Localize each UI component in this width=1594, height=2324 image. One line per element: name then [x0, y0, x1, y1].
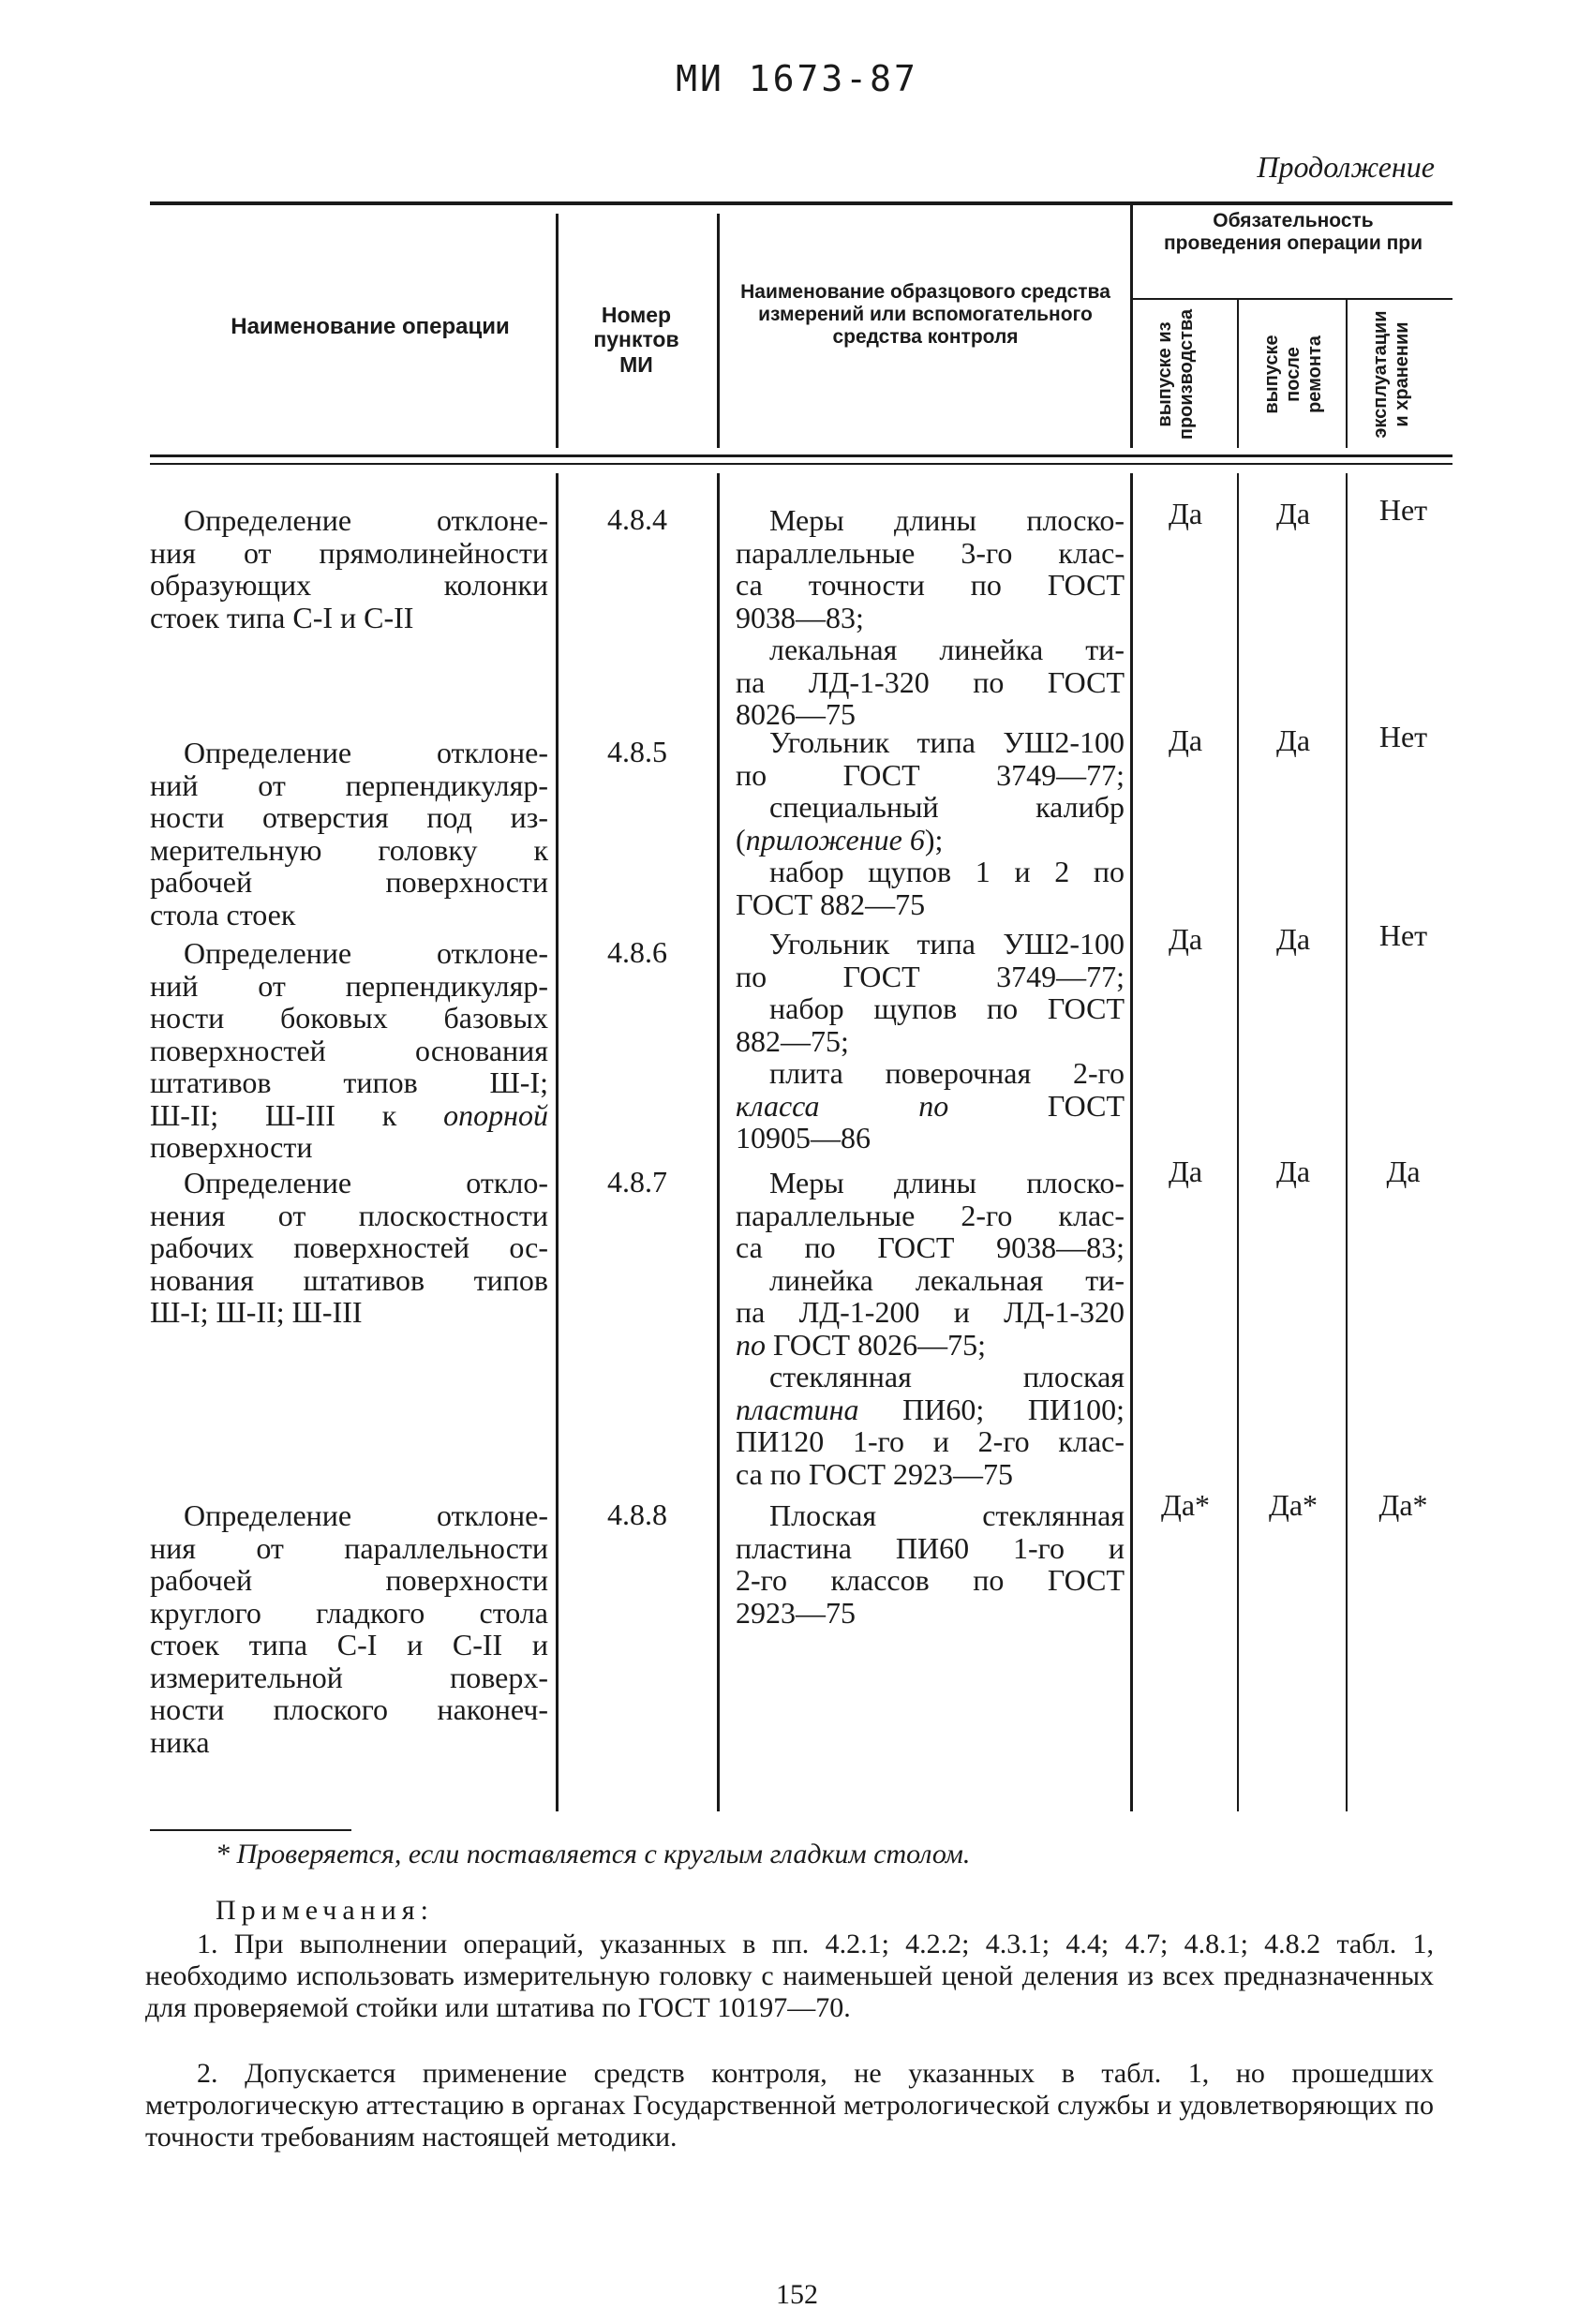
note-2: 2. Допускается применение средств контроля, не указанных в табл. 1, но прошедших метрологическую аттестацию в органах Государственной метрологической службы и удовлетворяющих по точности требованиям настоящей методики. [145, 2058, 1434, 2153]
row-4-repair: Да [1275, 1155, 1311, 1188]
column-divider-2-body [717, 473, 720, 1811]
note-1: 1. При выполнении операций, указанных в пп. 4.2.1; 4.2.2; 4.3.1; 4.4; 4.7; 4.8.1; 4.8.2 табл. 1, необходимо использовать измерительную головку с наименьшей ценой деления из всех предназначенных для проверяемой стойки или штатива по ГОСТ 10197—70. [145, 1929, 1434, 2023]
table-top-rule [150, 201, 1452, 205]
column-divider-1 [556, 214, 559, 448]
column-divider-4-body [1237, 473, 1239, 1811]
table-header-rule-2 [150, 463, 1452, 465]
header-instrument: Наименование образцового средства измерений или вспомогательного средства контроля [740, 281, 1110, 349]
row-2-operation-use: Нет [1378, 720, 1428, 753]
row-3-operation-use: Нет [1378, 918, 1428, 952]
row-1-operation-use: Нет [1378, 493, 1428, 527]
row-2-release: Да [1168, 723, 1203, 757]
row-5-item: 4.8.8 [607, 1497, 667, 1531]
row-1-item: 4.8.4 [607, 502, 667, 536]
row-5-release: Да* [1160, 1488, 1211, 1522]
column-divider-3-body [1130, 473, 1133, 1811]
row-4-operation-use: Да [1386, 1155, 1421, 1188]
row-5-instrument: Плоская стеклянная пластина ПИ60 1-го и 2-го классов по ГОСТ 2923—75 [736, 1498, 1125, 1630]
continuation-label: Продолжение [1257, 150, 1435, 184]
row-2-repair: Да [1275, 723, 1311, 757]
column-divider-4 [1237, 300, 1239, 448]
row-4-release: Да [1168, 1155, 1203, 1188]
row-3-operation: Определение отклоне- ний от перпендикуляр- ности боковых базовых поверхностей основания штативов типов Ш-I; Ш-II; Ш-III к опорной поверхности [150, 936, 548, 1164]
document-code: МИ 1673-87 [676, 58, 918, 99]
row-3-repair: Да [1275, 922, 1311, 956]
header-repair: выпуске после ремонта [1261, 335, 1325, 414]
table-header-rule [150, 454, 1452, 457]
row-3-item: 4.8.6 [607, 935, 667, 969]
header-item-number: Номер пунктов МИ [593, 303, 679, 377]
column-divider-3 [1130, 204, 1133, 448]
column-divider-2 [717, 214, 720, 448]
row-3-instrument: Угольник типа УШ2-100 по ГОСТ 3749—77; набор щупов по ГОСТ 882—75; плита поверочная 2-го класса по ГОСТ 10905—86 [736, 927, 1125, 1155]
notes-title: Примечания: [216, 1895, 434, 1926]
row-1-operation: Определение отклоне- ния от прямолинейности образующих колонки стоек типа С-I и С-II [150, 503, 548, 634]
row-4-operation: Определение откло- нения от плоскостности рабочих поверхностей ос- нования штативов типов Ш-I; Ш-II; Ш-III [150, 1166, 548, 1329]
row-5-operation: Определение отклоне- ния от параллельности рабочей поверхности круглого гладкого стола стоек типа С-I и С-II и измерительной поверх- ности плоского наконеч- ника [150, 1498, 548, 1759]
mandatory-subheader-rule [1132, 298, 1452, 300]
header-operation: Наименование операции [231, 314, 510, 339]
header-operation-use: эксплуатации и хранении [1370, 310, 1412, 439]
page-number: 152 [776, 2279, 818, 2310]
column-divider-5 [1346, 300, 1348, 448]
column-divider-1-body [556, 473, 559, 1811]
row-2-item: 4.8.5 [607, 735, 667, 768]
footnote-rule [150, 1829, 351, 1831]
column-divider-5-body [1346, 473, 1348, 1811]
row-2-operation: Определение отклоне- ний от перпендикуляр- ности отверстия под из- мерительную головку к рабочей поверхности стола стоек [150, 736, 548, 931]
row-4-instrument: Меры длины плоско- параллельные 2-го клас- са по ГОСТ 9038—83; линейка лекальная ти- па ЛД-1-200 и ЛД-1-320 по ГОСТ 8026—75; стеклянная плоская пластина ПИ60; ПИ100; ПИ120 1-го и 2-го клас- са по ГОСТ 2923—75 [736, 1166, 1125, 1491]
footnote: * Проверяется, если поставляется с круглым гладким столом. [216, 1839, 971, 1870]
row-4-item: 4.8.7 [607, 1165, 667, 1199]
row-5-operation-use: Да* [1378, 1488, 1428, 1522]
row-1-repair: Да [1275, 497, 1311, 530]
row-1-release: Да [1168, 497, 1203, 530]
header-release: выпуске из производства [1155, 308, 1197, 440]
row-5-repair: Да* [1268, 1488, 1318, 1522]
row-1-instrument: Меры длины плоско- параллельные 3-го клас- са точности по ГОСТ 9038—83; лекальная линейка ти- па ЛД-1-320 по ГОСТ 8026—75 [736, 503, 1125, 731]
row-3-release: Да [1168, 922, 1203, 956]
header-mandatory: Обязательность проведения операции при [1163, 210, 1423, 255]
row-2-instrument: Угольник типа УШ2-100 по ГОСТ 3749—77; специальный калибр (приложение 6); набор щупов 1 и 2 по ГОСТ 882—75 [736, 725, 1125, 921]
